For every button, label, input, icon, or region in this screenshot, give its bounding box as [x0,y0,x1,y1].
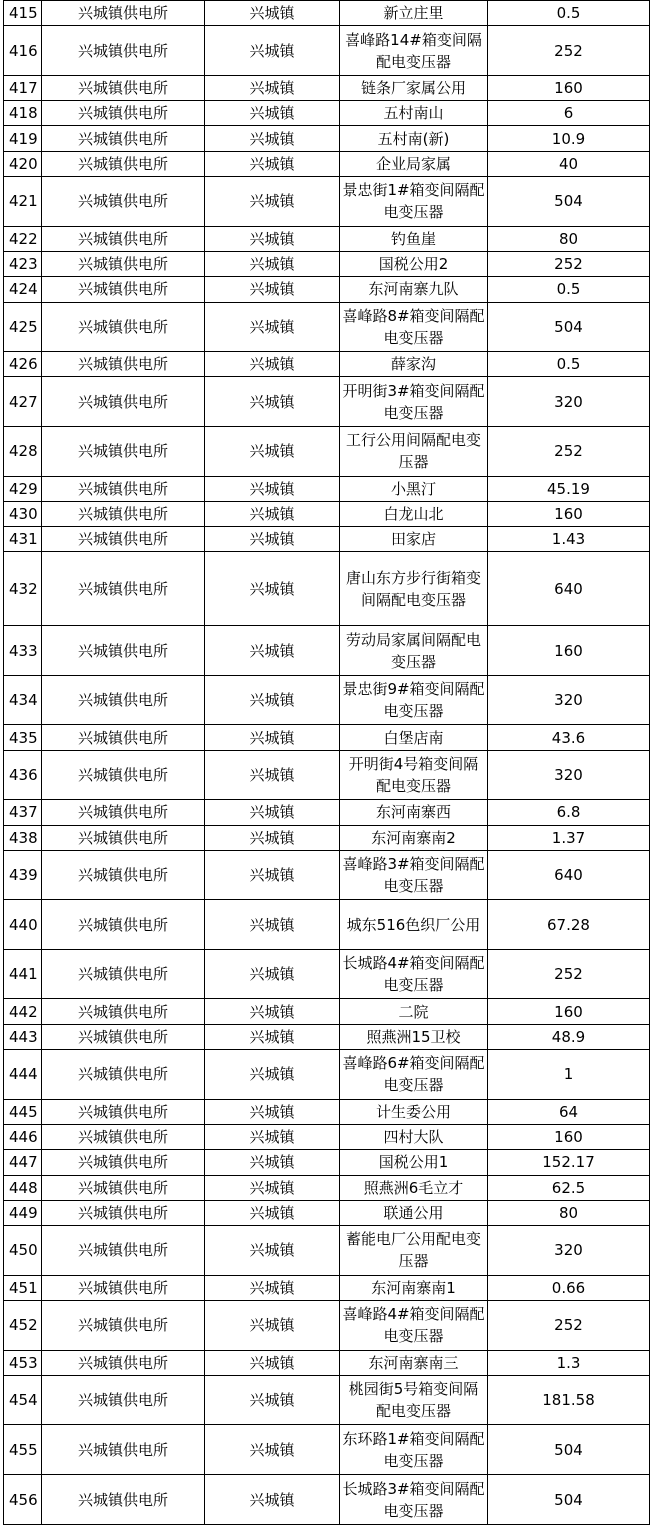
name-cell: 景忠街1#箱变间隔配电变压器 [340,177,488,227]
unit-cell: 兴城镇供电所 [42,800,205,825]
row-number: 427 [4,377,42,427]
unit-cell: 兴城镇供电所 [42,1,205,26]
name-cell: 城东516色织厂公用 [340,900,488,950]
table-row [4,226,650,251]
name-cell: 计生委公用 [340,1099,488,1124]
value-cell: 320 [488,1226,650,1276]
row-number: 452 [4,1301,42,1351]
table-row [4,527,650,552]
unit-cell: 兴城镇供电所 [42,226,205,251]
value-cell: 45.19 [488,476,650,501]
value-cell: 160 [488,999,650,1024]
row-number: 430 [4,501,42,526]
row-number: 441 [4,949,42,999]
table-row [4,75,650,100]
table-row [4,552,650,626]
unit-cell: 兴城镇供电所 [42,302,205,352]
name-cell: 企业局家属 [340,151,488,176]
unit-cell: 兴城镇供电所 [42,626,205,676]
town-cell: 兴城镇 [205,1124,340,1149]
town-cell: 兴城镇 [205,126,340,151]
table-row [4,501,650,526]
value-cell: 252 [488,251,650,276]
town-cell: 兴城镇 [205,1375,340,1425]
town-cell: 兴城镇 [205,725,340,750]
table-row [4,825,650,850]
value-cell: 252 [488,949,650,999]
value-cell: 1.37 [488,825,650,850]
name-cell: 照燕洲15卫校 [340,1024,488,1049]
name-cell: 唐山东方步行街箱变间隔配电变压器 [340,552,488,626]
row-number: 423 [4,251,42,276]
value-cell: 252 [488,1301,650,1351]
unit-cell: 兴城镇供电所 [42,251,205,276]
unit-cell: 兴城镇供电所 [42,1275,205,1300]
row-number: 450 [4,1226,42,1276]
row-number: 434 [4,675,42,725]
town-cell: 兴城镇 [205,427,340,477]
town-cell: 兴城镇 [205,1425,340,1475]
table-row [4,126,650,151]
town-cell: 兴城镇 [205,177,340,227]
unit-cell: 兴城镇供电所 [42,501,205,526]
town-cell: 兴城镇 [205,1301,340,1351]
town-cell: 兴城镇 [205,1150,340,1175]
unit-cell: 兴城镇供电所 [42,750,205,800]
table-row [4,626,650,676]
table-row [4,1425,650,1475]
value-cell: 0.5 [488,277,650,302]
value-cell: 160 [488,501,650,526]
town-cell: 兴城镇 [205,1050,340,1100]
town-cell: 兴城镇 [205,1175,340,1200]
unit-cell: 兴城镇供电所 [42,1024,205,1049]
value-cell: 640 [488,850,650,900]
value-cell: 320 [488,750,650,800]
name-cell: 长城路4#箱变间隔配电变压器 [340,949,488,999]
row-number: 440 [4,900,42,950]
row-number: 451 [4,1275,42,1300]
value-cell: 181.58 [488,1375,650,1425]
town-cell: 兴城镇 [205,1,340,26]
value-cell: 6.8 [488,800,650,825]
table-row [4,1150,650,1175]
town-cell: 兴城镇 [205,1099,340,1124]
row-number: 417 [4,75,42,100]
row-number: 436 [4,750,42,800]
name-cell: 东河南寨南2 [340,825,488,850]
table-row [4,177,650,227]
name-cell: 桃园街5号箱变间隔配电变压器 [340,1375,488,1425]
name-cell: 开明街3#箱变间隔配电变压器 [340,377,488,427]
value-cell: 80 [488,226,650,251]
value-cell: 48.9 [488,1024,650,1049]
row-number: 431 [4,527,42,552]
row-number: 449 [4,1200,42,1225]
table-row [4,277,650,302]
unit-cell: 兴城镇供电所 [42,352,205,377]
row-number: 455 [4,1425,42,1475]
unit-cell: 兴城镇供电所 [42,1175,205,1200]
unit-cell: 兴城镇供电所 [42,552,205,626]
data-table [3,0,650,1525]
name-cell: 国税公用2 [340,251,488,276]
unit-cell: 兴城镇供电所 [42,675,205,725]
value-cell: 80 [488,1200,650,1225]
unit-cell: 兴城镇供电所 [42,1425,205,1475]
table-row [4,900,650,950]
name-cell: 国税公用1 [340,1150,488,1175]
value-cell: 43.6 [488,725,650,750]
name-cell: 东河南寨南1 [340,1275,488,1300]
table-row [4,1301,650,1351]
table-row [4,1475,650,1525]
town-cell: 兴城镇 [205,1024,340,1049]
name-cell: 喜峰路6#箱变间隔配电变压器 [340,1050,488,1100]
unit-cell: 兴城镇供电所 [42,126,205,151]
table-row [4,302,650,352]
unit-cell: 兴城镇供电所 [42,476,205,501]
town-cell: 兴城镇 [205,626,340,676]
unit-cell: 兴城镇供电所 [42,1099,205,1124]
table-row [4,750,650,800]
town-cell: 兴城镇 [205,101,340,126]
value-cell: 252 [488,26,650,76]
town-cell: 兴城镇 [205,900,340,950]
name-cell: 开明街4号箱变间隔配电变压器 [340,750,488,800]
table-row [4,1099,650,1124]
unit-cell: 兴城镇供电所 [42,825,205,850]
value-cell: 320 [488,377,650,427]
row-number: 439 [4,850,42,900]
town-cell: 兴城镇 [205,1226,340,1276]
unit-cell: 兴城镇供电所 [42,1150,205,1175]
row-number: 425 [4,302,42,352]
name-cell: 喜峰路14#箱变间隔配电变压器 [340,26,488,76]
name-cell: 链条厂家属公用 [340,75,488,100]
name-cell: 白堡店南 [340,725,488,750]
table-row [4,1175,650,1200]
name-cell: 田家店 [340,527,488,552]
town-cell: 兴城镇 [205,949,340,999]
value-cell: 160 [488,1124,650,1149]
town-cell: 兴城镇 [205,825,340,850]
unit-cell: 兴城镇供电所 [42,177,205,227]
row-number: 443 [4,1024,42,1049]
unit-cell: 兴城镇供电所 [42,949,205,999]
table-row [4,999,650,1024]
name-cell: 五村南(新) [340,126,488,151]
table-row [4,251,650,276]
town-cell: 兴城镇 [205,675,340,725]
row-number: 435 [4,725,42,750]
town-cell: 兴城镇 [205,75,340,100]
row-number: 438 [4,825,42,850]
value-cell: 152.17 [488,1150,650,1175]
name-cell: 二院 [340,999,488,1024]
table-row [4,1275,650,1300]
town-cell: 兴城镇 [205,302,340,352]
row-number: 442 [4,999,42,1024]
name-cell: 工行公用间隔配电变压器 [340,427,488,477]
table-row [4,725,650,750]
table-row [4,1350,650,1375]
value-cell: 64 [488,1099,650,1124]
name-cell: 五村南山 [340,101,488,126]
value-cell: 1.43 [488,527,650,552]
row-number: 437 [4,800,42,825]
unit-cell: 兴城镇供电所 [42,101,205,126]
unit-cell: 兴城镇供电所 [42,377,205,427]
unit-cell: 兴城镇供电所 [42,900,205,950]
table-body [4,1,650,1525]
row-number: 448 [4,1175,42,1200]
town-cell: 兴城镇 [205,501,340,526]
town-cell: 兴城镇 [205,750,340,800]
row-number: 445 [4,1099,42,1124]
town-cell: 兴城镇 [205,251,340,276]
name-cell: 喜峰路8#箱变间隔配电变压器 [340,302,488,352]
unit-cell: 兴城镇供电所 [42,999,205,1024]
town-cell: 兴城镇 [205,226,340,251]
town-cell: 兴城镇 [205,1200,340,1225]
table-row [4,1124,650,1149]
name-cell: 钓鱼崖 [340,226,488,251]
table-row [4,1050,650,1100]
table-row [4,1375,650,1425]
unit-cell: 兴城镇供电所 [42,1226,205,1276]
name-cell: 东环路1#箱变间隔配电变压器 [340,1425,488,1475]
row-number: 421 [4,177,42,227]
name-cell: 东河南寨九队 [340,277,488,302]
unit-cell: 兴城镇供电所 [42,26,205,76]
table-row [4,949,650,999]
unit-cell: 兴城镇供电所 [42,1050,205,1100]
table-row [4,476,650,501]
value-cell: 0.5 [488,1,650,26]
row-number: 456 [4,1475,42,1525]
table-row [4,101,650,126]
row-number: 454 [4,1375,42,1425]
row-number: 428 [4,427,42,477]
name-cell: 东河南寨南三 [340,1350,488,1375]
row-number: 426 [4,352,42,377]
value-cell: 504 [488,177,650,227]
name-cell: 景忠街9#箱变间隔配电变压器 [340,675,488,725]
unit-cell: 兴城镇供电所 [42,1200,205,1225]
town-cell: 兴城镇 [205,527,340,552]
value-cell: 252 [488,427,650,477]
table-row [4,1200,650,1225]
town-cell: 兴城镇 [205,26,340,76]
row-number: 419 [4,126,42,151]
name-cell: 喜峰路4#箱变间隔配电变压器 [340,1301,488,1351]
value-cell: 1.3 [488,1350,650,1375]
town-cell: 兴城镇 [205,476,340,501]
town-cell: 兴城镇 [205,999,340,1024]
value-cell: 0.66 [488,1275,650,1300]
row-number: 418 [4,101,42,126]
unit-cell: 兴城镇供电所 [42,75,205,100]
town-cell: 兴城镇 [205,800,340,825]
row-number: 444 [4,1050,42,1100]
name-cell: 长城路3#箱变间隔配电变压器 [340,1475,488,1525]
unit-cell: 兴城镇供电所 [42,850,205,900]
value-cell: 67.28 [488,900,650,950]
row-number: 420 [4,151,42,176]
unit-cell: 兴城镇供电所 [42,151,205,176]
value-cell: 40 [488,151,650,176]
name-cell: 白龙山北 [340,501,488,526]
name-cell: 新立庄里 [340,1,488,26]
name-cell: 喜峰路3#箱变间隔配电变压器 [340,850,488,900]
row-number: 432 [4,552,42,626]
table-row [4,377,650,427]
name-cell: 薛家沟 [340,352,488,377]
table-row [4,1024,650,1049]
unit-cell: 兴城镇供电所 [42,1350,205,1375]
value-cell: 160 [488,626,650,676]
town-cell: 兴城镇 [205,850,340,900]
table-row [4,1,650,26]
value-cell: 0.5 [488,352,650,377]
value-cell: 6 [488,101,650,126]
name-cell: 照燕洲6毛立才 [340,1175,488,1200]
table-row [4,352,650,377]
value-cell: 160 [488,75,650,100]
value-cell: 320 [488,675,650,725]
unit-cell: 兴城镇供电所 [42,277,205,302]
name-cell: 联通公用 [340,1200,488,1225]
row-number: 453 [4,1350,42,1375]
town-cell: 兴城镇 [205,1475,340,1525]
name-cell: 小黑汀 [340,476,488,501]
name-cell: 东河南寨西 [340,800,488,825]
town-cell: 兴城镇 [205,151,340,176]
value-cell: 62.5 [488,1175,650,1200]
row-number: 447 [4,1150,42,1175]
unit-cell: 兴城镇供电所 [42,527,205,552]
town-cell: 兴城镇 [205,277,340,302]
unit-cell: 兴城镇供电所 [42,1301,205,1351]
row-number: 433 [4,626,42,676]
table-row [4,26,650,76]
row-number: 415 [4,1,42,26]
value-cell: 640 [488,552,650,626]
row-number: 416 [4,26,42,76]
table-row [4,427,650,477]
unit-cell: 兴城镇供电所 [42,1124,205,1149]
value-cell: 10.9 [488,126,650,151]
row-number: 424 [4,277,42,302]
name-cell: 四村大队 [340,1124,488,1149]
town-cell: 兴城镇 [205,552,340,626]
town-cell: 兴城镇 [205,1350,340,1375]
value-cell: 1 [488,1050,650,1100]
table-row [4,675,650,725]
town-cell: 兴城镇 [205,352,340,377]
town-cell: 兴城镇 [205,1275,340,1300]
unit-cell: 兴城镇供电所 [42,1375,205,1425]
unit-cell: 兴城镇供电所 [42,1475,205,1525]
value-cell: 504 [488,302,650,352]
unit-cell: 兴城镇供电所 [42,427,205,477]
row-number: 422 [4,226,42,251]
table-row [4,1226,650,1276]
table-row [4,800,650,825]
row-number: 429 [4,476,42,501]
name-cell: 劳动局家属间隔配电变压器 [340,626,488,676]
name-cell: 蓄能电厂公用配电变压器 [340,1226,488,1276]
value-cell: 504 [488,1425,650,1475]
town-cell: 兴城镇 [205,377,340,427]
value-cell: 504 [488,1475,650,1525]
table-row [4,850,650,900]
table-row [4,151,650,176]
unit-cell: 兴城镇供电所 [42,725,205,750]
row-number: 446 [4,1124,42,1149]
